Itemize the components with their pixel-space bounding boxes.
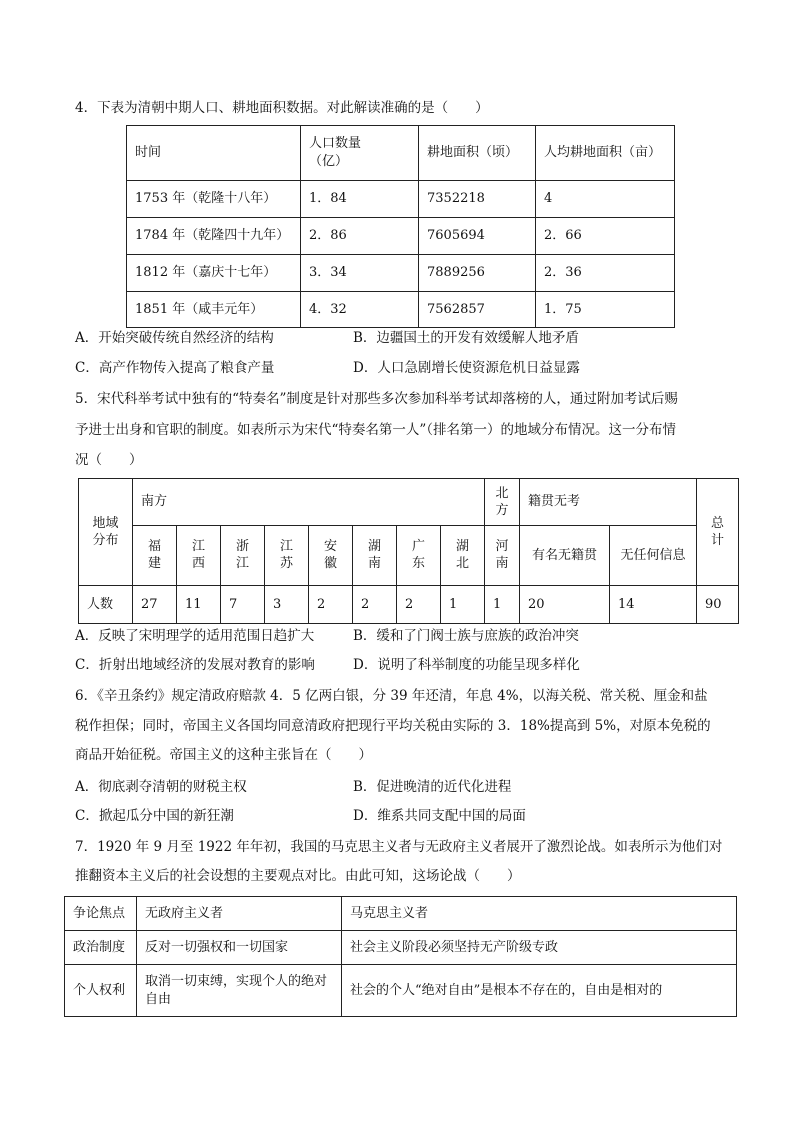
q7-header-marxist: 马克思主义者 — [342, 897, 737, 931]
table-cell: 1．75 — [536, 292, 675, 328]
q5-stem-line-1: 5．宋代科举考试中独有的“特奏名”制度是针对那些多次参加科举考试却落榜的人，通过附加考试后赐 — [75, 391, 678, 407]
q7-stem-line-1: 7．1920 年 9 月至 1922 年年初，我国的马克思主义者与无政府主义者展开了激烈论战。如表所示为他们对 — [75, 839, 723, 855]
q5-region-guangdong: 广东 — [397, 526, 441, 586]
q5-option-c: C．折射出地域经济的发展对教育的影响 — [75, 657, 315, 673]
table-cell: 3．34 — [301, 255, 419, 292]
table-cell: 2 — [353, 586, 397, 624]
table-cell: 7562857 — [419, 292, 536, 328]
q5-north-label: 北方 — [485, 479, 520, 526]
table-cell: 90 — [697, 586, 739, 624]
q7-stem-line-2: 推翻资本主义后的社会设想的主要观点对比。由此可知，这场论战（ ） — [75, 868, 521, 884]
q5-option-d: D．说明了科举制度的功能呈现多样化 — [353, 657, 580, 673]
table-cell: 2．86 — [301, 218, 419, 255]
table-cell: 4．32 — [301, 292, 419, 328]
q4-header-per-capita: 人均耕地面积（亩） — [536, 126, 675, 181]
table-row — [127, 255, 675, 292]
table-row — [65, 965, 737, 1017]
q4-option-b: B．边疆国土的开发有效缓解人地矛盾 — [353, 330, 579, 346]
table-cell: 个人权利 — [65, 965, 137, 1017]
table-cell: 4 — [536, 181, 675, 218]
table-cell: 2 — [309, 586, 353, 624]
q5-option-a: A．反映了宋明理学的适用范围日趋扩大 — [75, 628, 315, 644]
table-cell: 14 — [610, 586, 697, 624]
table-cell: 社会主义阶段必须坚持无产阶级专政 — [342, 931, 737, 965]
table-cell: 27 — [133, 586, 177, 624]
q4-option-c: C．高产作物传入提高了粮食产量 — [75, 360, 275, 376]
table-cell: 20 — [520, 586, 610, 624]
table-cell: 1 — [441, 586, 485, 624]
table-cell: 1 — [485, 586, 520, 624]
q5-region-henan: 河南 — [485, 526, 520, 586]
table-cell: 1．84 — [301, 181, 419, 218]
q5-stem-line-2: 予进士出身和官职的制度。如表所示为宋代“特奏名第一人”（排名第一）的地域分布情况。这一分布情 — [75, 422, 677, 438]
q5-option-b: B．缓和了门阀士族与庶族的政治冲突 — [353, 628, 579, 644]
q4-stem: 4．下表为清朝中期人口、耕地面积数据。对此解读准确的是（ ） — [75, 100, 489, 116]
q5-table-region-row — [79, 526, 739, 586]
q5-region-jiangxi: 江西 — [177, 526, 221, 586]
q5-unknown-label: 籍贯无考 — [520, 479, 697, 526]
q7-header-anarchist: 无政府主义者 — [137, 897, 342, 931]
table-row — [65, 931, 737, 965]
q5-count-label: 人数 — [79, 586, 133, 624]
table-cell: 社会的个人“绝对自由”是根本不存在的，自由是相对的 — [342, 965, 737, 1017]
table-cell: 1784 年（乾隆四十九年） — [127, 218, 301, 255]
q4-header-time: 时间 — [127, 126, 301, 181]
q5-region-hubei: 湖北 — [441, 526, 485, 586]
table-cell: 1812 年（嘉庆十七年） — [127, 255, 301, 292]
q5-row-header: 地域分布 — [79, 479, 133, 586]
q7-header-focus: 争论焦点 — [65, 897, 137, 931]
table-cell: 7352218 — [419, 181, 536, 218]
q5-stem-line-3: 况（ ） — [75, 452, 143, 468]
q5-unknown-no-info: 无任何信息 — [610, 526, 697, 586]
q7-table — [64, 896, 737, 1017]
q5-region-hunan: 湖南 — [353, 526, 397, 586]
q6-option-c: C．掀起瓜分中国的新狂潮 — [75, 808, 234, 824]
q4-header-farmland: 耕地面积（顷） — [419, 126, 536, 181]
q4-table — [126, 125, 675, 328]
table-row — [127, 292, 675, 328]
q5-region-jiangsu: 江苏 — [265, 526, 309, 586]
table-cell: 2．36 — [536, 255, 675, 292]
table-row — [127, 218, 675, 255]
table-cell: 11 — [177, 586, 221, 624]
q4-header-population: 人口数量（亿） — [301, 126, 419, 181]
table-cell: 3 — [265, 586, 309, 624]
table-row — [127, 181, 675, 218]
table-cell: 7889256 — [419, 255, 536, 292]
q5-unknown-named: 有名无籍贯 — [520, 526, 610, 586]
table-cell: 1851 年（咸丰元年） — [127, 292, 301, 328]
q6-option-d: D．维系共同支配中国的局面 — [353, 808, 526, 824]
table-cell: 2．66 — [536, 218, 675, 255]
q5-table — [78, 478, 739, 624]
q5-table-group-row — [79, 479, 739, 526]
q6-option-b: B．促进晚清的近代化进程 — [353, 779, 512, 795]
table-cell: 1753 年（乾隆十八年） — [127, 181, 301, 218]
table-cell: 7 — [221, 586, 265, 624]
table-row — [79, 586, 739, 624]
table-cell: 取消一切束缚，实现个人的绝对自由 — [137, 965, 342, 1017]
q4-table-header-row — [127, 126, 675, 181]
table-cell: 反对一切强权和一切国家 — [137, 931, 342, 965]
q6-option-a: A．彻底剥夺清朝的财税主权 — [75, 779, 247, 795]
q5-region-fujian: 福建 — [133, 526, 177, 586]
q4-option-d: D．人口急剧增长使资源危机日益显露 — [353, 360, 580, 376]
table-cell: 政治制度 — [65, 931, 137, 965]
table-cell: 7605694 — [419, 218, 536, 255]
q5-region-anhui: 安徽 — [309, 526, 353, 586]
q6-stem-line-3: 商品开始征税。帝国主义的这种主张旨在（ ） — [75, 747, 372, 763]
q6-stem-line-2: 税作担保；同时，帝国主义各国均同意清政府把现行平均关税由实际的 3．18%提高到 5%，对原本免税的 — [75, 718, 711, 734]
table-cell: 2 — [397, 586, 441, 624]
q7-table-header-row — [65, 897, 737, 931]
q5-south-label: 南方 — [133, 479, 485, 526]
q5-region-zhejiang: 浙江 — [221, 526, 265, 586]
q4-option-a: A．开始突破传统自然经济的结构 — [75, 330, 274, 346]
q6-stem-line-1: 6．《辛丑条约》规定清政府赔款 4．5 亿两白银，分 39 年还清，年息 4%，以海关税、常关税、厘金和盐 — [75, 688, 708, 704]
q5-total-label: 总计 — [697, 479, 739, 586]
